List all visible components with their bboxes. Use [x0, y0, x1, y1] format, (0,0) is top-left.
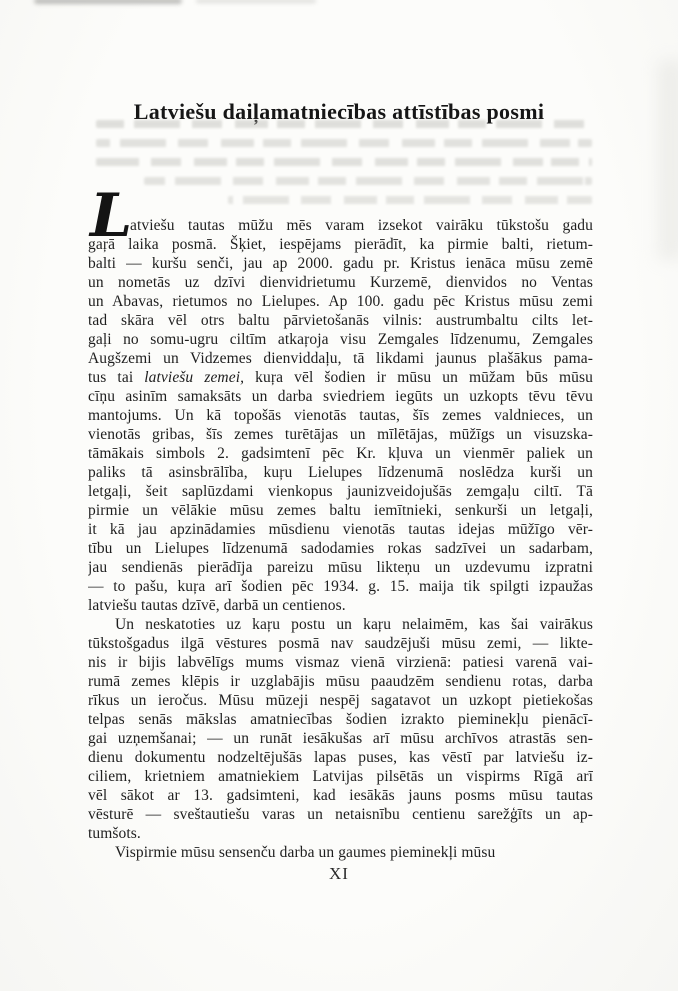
text-line: atviešu tautas mūžu mēs varam izsekot vairāku tūkstošu gadu [130, 217, 593, 234]
bleedthrough-line [96, 158, 592, 166]
text-segment: kuŗa vēl šodien ir mūsu un mūžam būs mūsu [244, 369, 593, 386]
text-line: gaŗā laika posmā. Šķiet, iespējams pierādīt, ka pirmie balti, rietum- [88, 236, 593, 253]
text-block [88, 181, 593, 862]
text-line: paliks tā asinsbrālība, kuŗu Lielupes līdzenumā noslēdza kurši un [88, 464, 593, 481]
text-line: it kā jau apzinādamies mūsdienu vienotās tautas idejas mūžīgo vēr- [88, 521, 593, 538]
text-line: mantojums. Un kā topošās vienotās tautas, šīs zemes valdnieces, un [88, 407, 593, 424]
text-line: pirmie un vēlākie mūsu zemes baltu iemītnieki, senkurši un letgaļi, [88, 502, 593, 519]
text-line: tumšots. [88, 825, 141, 842]
text-line: gai uzņemšanai; — un runāt iesākušas arī mūsu archīvos atrastās sen- [88, 730, 593, 747]
text-line: telpas senās mākslas amatniecības šodien izrakto pieminekļu pienācī- [88, 711, 593, 728]
paragraph [88, 843, 593, 862]
text-line: nis ir bijis labvēlīgs mums vismaz vienā virzienā: patiesi varenā vai- [88, 654, 593, 671]
text-line: ciliem, krietniem amatniekiem Latvijas pilsētās un vispirms Rīgā arī [88, 768, 593, 785]
scan-edge-smudge [34, 0, 182, 4]
text-line: tūkstošgadus ilgā vēstures posmā nav saudzējuši mūsu zemi, — likte- [88, 635, 593, 652]
text-line: vienotās gribas, šīs zemes turētājas un mīlētājas, mūžīgs un visuzska- [88, 426, 593, 443]
text-line: jau sendienās pierādīja pareizu mūsu likteņu un uzdevumu izpratni [88, 559, 593, 576]
text-line: dienu dokumentu nodzeltējušās lapas puses, kas vēstī par latviešu iz- [88, 749, 593, 766]
text-line: Augšzemi un Vidzemes dienviddaļu, tā likdami jaunus plašākus pama- [88, 350, 593, 367]
text-line: — to pašu, kuŗa arī šodien pēc 1934. g. 15. maija tik spilgti izpaužas [88, 578, 593, 595]
text-line: rumā zemes klēpis ir uzglabājis mūsu paaudzēm sendienu rotas, darba [88, 673, 593, 690]
text-line: vēsturē — sveštautiešu varas un netaisnību centienu sarežģīts un ap- [88, 806, 593, 823]
bleedthrough-line [144, 177, 592, 185]
text-line: rīkus un ieročus. Mūsu mūzeji nespēj sagatavot un uzkopt pietiekošas [88, 692, 593, 709]
text-segment: tus tai [88, 369, 145, 386]
text-line: tāmākais simbols 2. gadsimtenī pēc Kr. kļuva un vienmēr paliek un [88, 445, 593, 462]
text-line: un Abavas, rietumos no Lielupes. Ap 100. gadu pēc Kristus mūsu zemi [88, 293, 593, 310]
page-number: XI [329, 864, 349, 883]
italic-phrase: latviešu zemei, [144, 369, 245, 386]
text-line: cīņu asinīm samaksāts un darba sviedriem iegūts un uzkopts tēvu tēvu [88, 388, 593, 405]
page-title: Latviešu daiļamatniecības attīstības posmi [133, 98, 545, 124]
text-line: tad skāra vēl otrs baltu pārvietošanās vilnis: austrumbaltu cilts let- [88, 312, 593, 329]
text-line: Vispirmie mūsu sensenču darba un gaumes pieminekļi mūsu [115, 844, 496, 861]
paragraph [88, 181, 593, 615]
text-line: vēl sākot ar 13. gadsimteni, kad iesākās jauns posms mūsu tautas [88, 787, 593, 804]
drop-cap-letter: L [90, 181, 133, 251]
scan-edge-smudge-secondary [196, 0, 316, 3]
text-line: balti — kuršu senči, jau ap 2000. gadu pr. Kristus ienāca mūsu zemē [88, 255, 593, 272]
bleedthrough-line [228, 196, 592, 204]
scan-corner-noise [658, 60, 678, 260]
bleedthrough-text-block [96, 120, 592, 215]
text-line: Un neskatoties uz kaŗu postu un kaŗu nelaimēm, kas šai vairākus [115, 616, 593, 633]
bleedthrough-line [96, 120, 592, 128]
text-line: letgaļi, šeit saplūzdami vienkopus jaunizveidojušās zemgaļu ciltī. Tā [88, 483, 593, 500]
text-line: gaļi no somu-ugru ciltīm atkaŗoja visu Zemgales līdzenumu, Zemgales [88, 331, 593, 348]
text-line: un nometās uz dzīvi dienvidrietumu Kurzemē, dienvidos no Ventas [88, 274, 593, 291]
text-line: tību un Lielupes līdzenumā sadodamies rokas sadzīvei un sadarbam, [88, 540, 593, 557]
text-line [88, 368, 593, 387]
text-line: latviešu tautas dzīvē, darbā un centienos. [88, 597, 346, 614]
bleedthrough-line [96, 139, 592, 147]
paragraph [88, 615, 593, 843]
